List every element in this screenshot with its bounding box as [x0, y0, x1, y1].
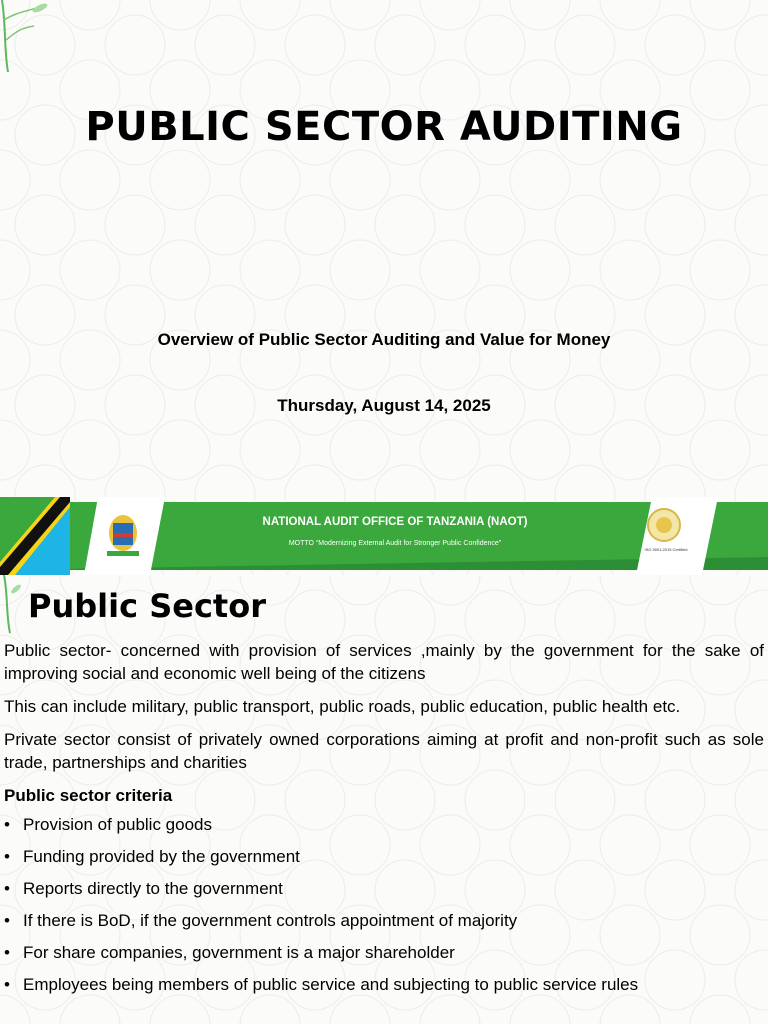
paragraph: This can include military, public transport, public roads, public education, public health etc.: [4, 697, 681, 716]
list-item: • Funding provided by the government: [4, 845, 764, 868]
tanzania-flag-icon: [0, 497, 70, 575]
slide-date: Thursday, August 14, 2025: [277, 396, 491, 415]
paragraph: Public sector- concerned with provision of services ,mainly by the government for the sake of improving social and economic well being of the citizens: [4, 641, 764, 683]
slide-subtitle: Overview of Public Sector Auditing and Value for Money: [157, 330, 611, 349]
slide-body: [4, 639, 764, 1005]
slide-title: PUBLIC SECTOR AUDITING: [85, 104, 683, 150]
leaf-ornament-icon: [0, 575, 30, 635]
list-item: • Employees being members of public service and subjecting to public service rules: [4, 973, 764, 996]
leaf-ornament-icon: [0, 0, 60, 75]
banner-motto: MOTTO “Modernizing External Audit for Stronger Public Confidence”: [288, 540, 502, 547]
list-item: • For share companies, government is a major shareholder: [4, 941, 764, 964]
list-item: • If there is BoD, if the government controls appointment of majority: [4, 909, 764, 932]
iso-certification: ISO 9001:2015 Certified: [644, 547, 688, 552]
list-item: • Provision of public goods: [4, 813, 764, 836]
list-item: • Reports directly to the government: [4, 877, 764, 900]
content-slide: [0, 575, 768, 1024]
criteria-list: [4, 813, 764, 996]
criteria-heading: Public sector criteria: [4, 786, 173, 805]
paragraph: Private sector consist of privately owned corporations aiming at profit and non-profit such as sole trade, partnerships and charities: [4, 730, 764, 772]
banner-org-name: NATIONAL AUDIT OFFICE OF TANZANIA (NAOT): [262, 516, 528, 528]
naot-banner: [0, 497, 768, 575]
naot-seal-icon: [648, 509, 680, 541]
slide-title: Public Sector: [28, 587, 266, 625]
